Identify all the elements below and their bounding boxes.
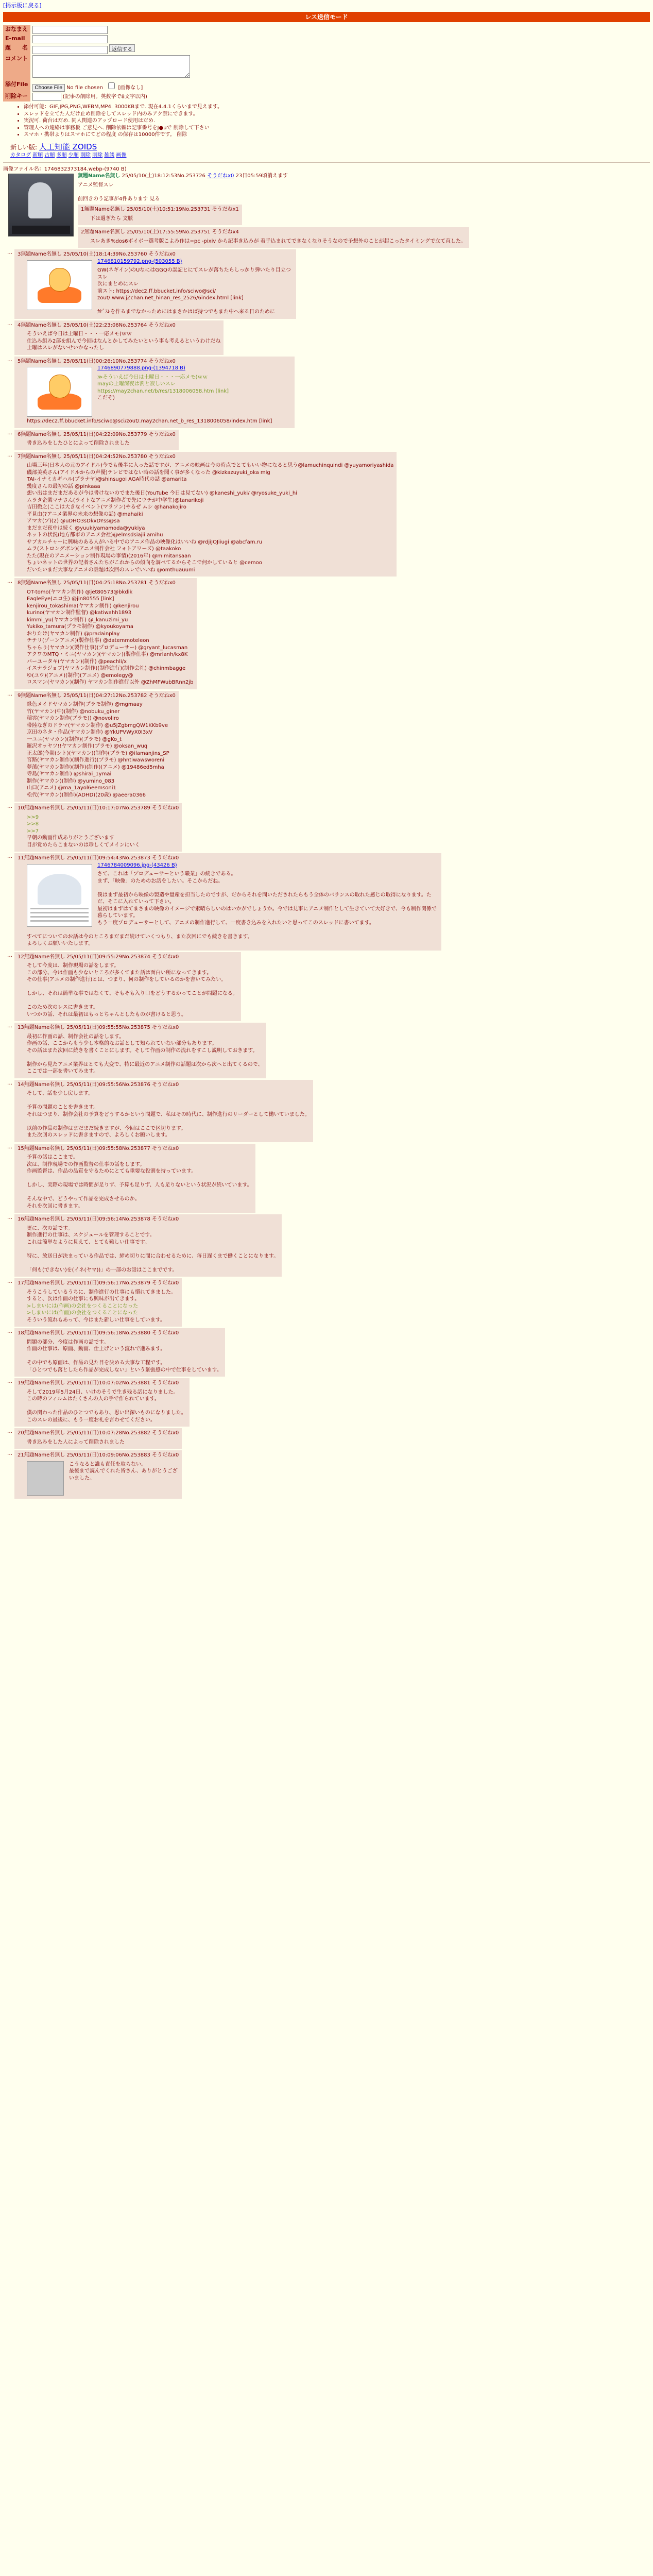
new-board-prefix: 新しい版: (10, 143, 38, 151)
reply-post (7, 357, 650, 428)
reply-quote-line: https://may2chan.net/b/res/1318006058.htm [link] (97, 388, 229, 394)
reply-body-line: 書き込みをした人によって削除されました (27, 1439, 125, 1445)
reply-body-line: GW(ネギイン)のUなにはGGQの誤記ヒにてスレが落ちたらしっかり弾いたり目立つスレ (97, 267, 291, 280)
reply-body (27, 962, 238, 1018)
reply-post (7, 320, 650, 355)
reply-body-line: その中でも原画は、作品の見た目を決める大事な工程です。 (27, 1360, 166, 1366)
reply-file-link[interactable]: 1746810159792.png-(503055 B) (97, 258, 182, 264)
reply-body (27, 331, 220, 352)
reply-body (27, 1090, 310, 1139)
reply-body-line: 特に、放送日が決まっている作品では、締め切りに間に合わせるために、毎日遅くまで働くことになります。 (27, 1253, 279, 1259)
reply-file-link[interactable]: 1746784009096.jpg-(43426 B) (97, 862, 177, 868)
op-expire: 23日05:59頃消えます (235, 173, 288, 179)
reply-body-line: 帯陸なぎのドラマ(ヤマカン制作) @u5jZgbmgQW1KKb9ve (27, 722, 168, 728)
thumb-text-line (30, 912, 89, 913)
reply-body-line: 次は、制作現場での作画監督の仕事の話をします。 (27, 1161, 145, 1167)
reply-body (27, 462, 393, 573)
reply-body (27, 701, 176, 799)
thumb-text-line (30, 908, 89, 909)
reply-body-line: EagleEye(ニコ生) @jin80555 [link] (27, 596, 114, 602)
op-inner-1 (75, 205, 650, 225)
reply-body-line: 吉田徹之(ここは大きなイベント(マラソン)やるぜ ムシ @hanakojiro (27, 504, 186, 511)
reply-indent-marker: … (7, 1451, 12, 1457)
reply-body-line: また次回のスレッドに書きますので、よろしくお願いします。 (27, 1132, 170, 1139)
choose-file-button[interactable]: Choose File (32, 84, 65, 92)
board-notes (24, 104, 650, 139)
reply-body-line: しかし、それは簡単な事ではなくて、そもそも入り口をどうするかってことが問題になる。 (27, 991, 238, 997)
reply-body-line: 問題の部分、今度は作画の話です。 (27, 1339, 109, 1345)
reply-body-line: OT-tomo(ヤマカン制作) @jet80573@bkdik (27, 589, 133, 595)
reply-body-line: 次にまとめにスレ (97, 281, 139, 287)
reply-body-line (27, 1260, 279, 1267)
reply-header: 13無題Name名無し 25/05/11(日)09:55:55No.253875 そうだねx0 (18, 1025, 179, 1031)
reply-box (14, 1080, 313, 1142)
thumb-head-shape (49, 268, 71, 292)
reply-indent-marker: … (7, 320, 12, 327)
reply-body-line: もう一度プロデューサーとして、アニメの制作進行して、一度書き込みを入れたいと思ってこのスレッドに書いてます。 (97, 920, 374, 926)
reply-body-line: 松代(ヤマカン)(制作)(ADHD)(20歳) @aeera0366 (27, 792, 146, 798)
op-thumbnail-figure (28, 182, 52, 218)
reply-post (7, 1428, 650, 1449)
reply-body-line: 予算の問題のことを書きます。 (27, 1105, 99, 1111)
reply-body-line: ちょいネットの世界の記者さんたちがこれからの傾向を調べてるからそこで何かしていると @cemoo (27, 560, 262, 566)
reply-body-line: 稲雲(ヤマカン制作(プラモ)) @novoliro (27, 716, 119, 722)
op-inner-1-head: 1無題Name名無し 25/05/10(土)10:51:19No.253731 そうだねx1 (81, 207, 239, 213)
reply-indent-marker: … (7, 250, 12, 256)
op-body (75, 182, 650, 203)
reply-box (14, 249, 296, 319)
reply-body-line: 最初に作画の話、制作会社の話をします。 (27, 1033, 125, 1040)
reply-header: 20無題Name名無し 25/05/11(日)10:07:28No.253882 そうだねx0 (18, 1430, 179, 1436)
reply-body-line: この部分、今は作画も少ないところが多くてまた話は面白い所になってきます。 (27, 970, 212, 976)
reply-body-line: 書き込みをしたひとによって削除されました (27, 440, 130, 447)
reply-thumbnail-small[interactable] (27, 1461, 64, 1496)
reply-body-line: 一ユニ(ヤマカン)(制作)(プラモ) @gKo_t (27, 736, 122, 742)
reply-body-line (27, 1246, 279, 1253)
reply-body-line: そういう流れもあって、今はまた新しい仕事をしています。 (27, 1317, 165, 1323)
reply-body-line: 僕はまず最初から映像の製造や量産を担当したのですが、だからそれを問いただされたらもう全体のバランスの取れた感じの取得になります。ただ、そこに入れていって下さい。 (97, 892, 432, 905)
reply-list (3, 249, 650, 1499)
reply-body-line: kenjirou_tokashima(ヤマカン制作) @kenjirou (27, 603, 139, 609)
reply-body-line: そうこうしているうちに、制作進行の仕事にも慣れてきました。 (27, 1289, 176, 1295)
reply-body-line: これは簡単なように見えて、とても難しい仕事です。 (27, 1239, 150, 1245)
comment-textarea[interactable] (32, 55, 190, 78)
reply-body-line: 僕の関わった作品のひとつでもあり、思い出深いものになりました。 (27, 1410, 186, 1416)
reply-box (14, 1378, 190, 1427)
reply-body-line: ｶﾋﾞｽﾚを作るまでなかっためにはまさかはば持つでもまた中へ来る日のために (97, 309, 275, 315)
reply-box (14, 430, 179, 450)
reply-body-line: ムラタ企業マナさん(ライトなアニメ制作者で先にウチが中学生)@tanarikoji (27, 497, 204, 503)
reply-body-line: 夢蕩(ヤマカン制作)(制作)(制作)(アニメ) @19486ed5mha (27, 764, 164, 770)
op-thumbnail[interactable] (8, 174, 74, 236)
sort-many-link[interactable]: 多順 (56, 152, 67, 159)
reply-body-line: 制作(ヤマカン)(制作) @yumino_083 (27, 778, 115, 784)
reply-indent-marker: … (7, 1279, 12, 1285)
reply-box (14, 853, 441, 951)
image-only-label: [画像なし] (118, 85, 143, 91)
reply-body-line (27, 1353, 222, 1360)
file-label: 添付File (3, 80, 30, 92)
reply-body (27, 1339, 222, 1374)
sort-few-link[interactable]: 少順 (68, 152, 79, 159)
email-input[interactable] (32, 35, 108, 43)
reply-post (7, 249, 650, 319)
reply-body-line: 以前の作品の制作はまだまだ続きますが、今回はここで区切ります。 (27, 1125, 186, 1131)
reply-post (7, 1214, 650, 1277)
reply-body-line: このため次のレスに書きます。 (27, 1005, 98, 1011)
reply-body-line: それはつまり、制作会社の予算をどうするかという問題で、私はその時代に、制作進行のリーダーとして働いていました。 (27, 1111, 310, 1117)
chat-link[interactable]: 雑談 (104, 152, 115, 159)
reply-box (14, 452, 397, 577)
reply-box (14, 803, 182, 852)
reply-header: 19無題Name名無し 25/05/11(日)10:07:02No.253881 そうだねx0 (18, 1380, 179, 1386)
note-item: • スレッドを立てた人だけ止め削除をしてスレッド内のみアク禁にできます。 (24, 111, 650, 118)
reply-indent-marker: … (7, 952, 12, 958)
op-date: 25/05/10(土)18:12:53No.253726 (122, 173, 205, 179)
reply-body-line: イスナラジョブ(ヤマカン制作)(制作進行)(制作会社) @chinmbagge (27, 666, 186, 672)
reply-post (7, 691, 650, 802)
reply-quote-line: mayの土曜深夜は割と寂しいスレ (97, 381, 176, 387)
reply-body-line (27, 1054, 263, 1061)
reply-quote-line: >>8 (27, 821, 39, 827)
reply-body-line: すると、次は作画の仕事にも興味が出てきます。 (27, 1296, 140, 1302)
reply-body-line: まだまだ夜中は続く @yuukiyamamoda@yukiya (27, 525, 145, 531)
reply-body-line: その仕事(アニメの制作進行)とは、つまり、何の制作をしているのかを書いてみたい。 (27, 977, 227, 983)
sort-old-link[interactable]: 古順 (44, 152, 55, 159)
reply-body-line: 制作から見たアニメ業界はとても大変で、特に最近のアニメ制作の話題は次から次へと出てくるので、 (27, 1061, 263, 1067)
reply-indent-marker: … (7, 1144, 12, 1150)
reply-body-line: 緑色メイドヤマカン制作(プラモ制作) @mgmaay (27, 702, 143, 708)
reply-body (27, 1389, 186, 1424)
reply-body-line: それを次回に書きます。 (27, 1203, 83, 1209)
delete-key-label: 削除キー (3, 92, 30, 101)
comment-label: コメント (3, 55, 30, 81)
reply-body-line: 目が覚めたらこまないのは珍しくてメインにいく (27, 842, 140, 848)
reply-body-line: よろしくお願いいたします。 (27, 941, 94, 947)
delete-link-2[interactable]: 削除 (92, 152, 103, 159)
reply-body-line: だいたいまだ大事なアニメの話題は次回のスレでいいね @omthuauumi (27, 567, 195, 573)
reply-body-line (27, 1175, 252, 1182)
reply-body-line: 山場三年(日本人の元のアイドル)今でも後半に入った話ですが、アニメの映画は今の時点でとてもいい物になると思う@lamuchinquindi @yuyamoriyashida (27, 463, 394, 469)
reply-header: 15無題Name名無し 25/05/11(日)09:55:58No.253877 そうだねx0 (18, 1145, 179, 1151)
reply-body (27, 589, 194, 686)
op-inner-1-body: 下は過ぎたら 文脈 (90, 215, 133, 222)
reply-body-line: 作画の仕事は、原画、動画、仕上げという流れで進みます。 (27, 1346, 166, 1352)
reply-body-line: 羅沢オッヤツ!!ヤマカン制作(プラモ) @oksan_wuq (27, 743, 148, 750)
reply-quote-line: >>9 (27, 814, 39, 820)
reply-indent-marker: … (7, 1023, 12, 1029)
reply-body (27, 1033, 263, 1075)
back-to-board-link[interactable]: [掲示板に戻る] (3, 2, 42, 9)
reply-header: 3無題Name名無し 25/05/10(土)18:14:39No.253760 そうだねx0 (18, 251, 176, 258)
reply-body-line: 寺島(ヤマカン制作) @shirai_1ymai (27, 771, 112, 777)
reply-body-line: そして、話を少し戻します。 (27, 1091, 93, 1097)
reply-indent-marker: … (7, 579, 12, 585)
reply-box (14, 578, 197, 689)
sort-new-link[interactable]: 新順 (32, 152, 43, 159)
reply-body-line (27, 1097, 310, 1105)
reply-body-line: 平見由(?アニメ業界の未来の想像の話) @mahaiki (27, 511, 143, 517)
reply-header: 5無題Name名無し 25/05/11(日)00:26:10No.253774 そうだねx0 (18, 358, 176, 364)
new-board-line (10, 142, 650, 152)
reply-body-line: そして2019年5月24日、いけのそうで生き残る話になりました。 (27, 1389, 179, 1395)
reply-body-line: しかし、実際の現場では時間が足りず、予算も足りず、人も足りないという状況が続いています。 (27, 1182, 252, 1189)
reply-box (14, 320, 224, 355)
reply-post (7, 1378, 650, 1427)
reply-body-line (27, 1118, 310, 1125)
reply-body-line: 磯部美英さん(アイドルからの声優)テレビではない時の話を聞く事が多くなった @kizkazuyuki_oka mig (27, 469, 270, 476)
reply-body-line: 前スト: https://dec2.ff.bbucket.info/sciwo@sci/ zout/.www.jZchan.net_hinan_res_2526/6index.html [link] (97, 288, 244, 301)
reply-post (7, 1278, 650, 1327)
catalog-link[interactable]: カタログ (10, 152, 31, 159)
reply-header: 21無題Name名無し 25/05/11(日)10:09:06No.253883 そうだねx0 (18, 1452, 179, 1459)
top-nav (3, 2, 650, 10)
reply-box (14, 1328, 225, 1377)
reply-indent-marker: … (7, 691, 12, 697)
reply-body (27, 814, 179, 849)
reply-body-line: ちゃらり(ヤマカン)(製作仕事)(プロデューサー) @gryant_lucasman (27, 645, 188, 651)
reply-body-line: Yukiko_tamura(プラモ制作) @kyoukoyama (27, 624, 134, 630)
thumb-text-line (30, 920, 89, 922)
op-sodane-link[interactable]: そうだねx0 (207, 173, 234, 179)
reply-post (7, 1080, 650, 1142)
reply-header: 6無題Name名無し 25/05/11(日)04:22:09No.253779 そうだねx0 (18, 431, 176, 437)
reply-post (7, 430, 650, 450)
op-header (3, 173, 650, 180)
op-body-line (75, 189, 650, 196)
op-body-line: 前回きのう記事が4件あります 見る (78, 196, 160, 202)
op-post (3, 166, 650, 248)
reply-body-line: こだぞ) https://dec2.ff.bbucket.info/sciwo@sci/zout/.may2chan.net_b_res_1318006058/index.htm [link] (27, 395, 272, 425)
reply-body-line: 早朝の動画作成ありがとうございます (27, 835, 114, 841)
op-body-line: アニメ監督スレ (78, 182, 114, 188)
reply-box (14, 1278, 182, 1327)
op-inner-2-head: 2無題Name名無し 25/05/10(土)17:55:59No.253751 そうだねx4 (81, 229, 239, 235)
reply-body-line: この時のフィルムはたくさんの人の手で作られています。 (27, 1396, 160, 1402)
reply-body-line: まず、「映像」のためのお話をしたい。そこからだね。 (97, 878, 224, 884)
reply-body-line: このスレの最後に、もう一度お礼を言わせてください。 (27, 1417, 156, 1423)
reply-body-line: 制作進行の仕事は、スケジュールを管理することです。 (27, 1232, 155, 1239)
reply-body-line: サブカルチャーに興味のある人がいる中でのアニメ作品の映像化はいいね @rdjiJOJiiugi @abcfam.ru (27, 539, 263, 545)
post-form (3, 25, 192, 101)
reply-body-line (27, 1189, 252, 1196)
reply-header: 10無題Name名無し 25/05/11(日)10:17:07No.253789 そうだねx0 (18, 805, 179, 811)
reply-indent-marker: … (7, 452, 12, 458)
reply-body-line: そして今度は、制作現場の話をします。 (27, 963, 119, 969)
reply-body-line: 仕込み組み2部を組んで今回はなんとかしてみたいという事も考えるというわけだね (27, 338, 221, 344)
reply-header: 18無題Name名無し 25/05/11(日)09:56:18No.253880 そうだねx0 (18, 1330, 179, 1336)
reply-quote-line: >>7 (27, 828, 39, 834)
sort-links (10, 152, 650, 159)
reply-body (27, 1439, 179, 1446)
reply-indent-marker: … (7, 1215, 12, 1221)
reply-body-line: 幾度さんの最初の話 @pinkaaa (27, 483, 100, 489)
reply-post (7, 578, 650, 689)
thumb-picture (38, 874, 81, 905)
reply-body-line: 竹(ヤマカン(中)(制作) @nobuku_giner (27, 708, 120, 715)
reply-indent-marker: … (7, 1379, 12, 1385)
reply-thumbnail-illustration[interactable] (27, 260, 92, 310)
reply-body-line (27, 997, 238, 1005)
delete-link[interactable]: 削除 (80, 152, 91, 159)
note-item: • スマホ・携帯よりはスマホにてどの程度 の保存は10000件です。 削除 (24, 131, 650, 139)
reply-body-line: 作画監督は、作品の品質を守るためにとても重要な役割を持っています。 (27, 1168, 197, 1175)
reply-post (7, 452, 650, 577)
reply-header: 8無題Name名無し 25/05/11(日)04:25:18No.253781 そうだねx0 (18, 580, 176, 586)
reply-body (27, 440, 176, 447)
reply-body-line: 作画の話、ここからもう少し本格的なお話として知られていない部分もあります。 (27, 1041, 217, 1047)
reply-post (7, 803, 650, 852)
reply-body-line: 予算の話はここまで。 (27, 1155, 78, 1161)
reply-body-line (27, 926, 438, 934)
thumb-text-line (30, 916, 89, 918)
reply-body-line: ここでは一部を書いてみます。 (27, 1069, 99, 1075)
reply-indent-marker: … (7, 1329, 12, 1335)
reply-body (27, 1154, 252, 1210)
reply-body-line: 土曜はスレがないせいかなったし (27, 345, 104, 351)
reply-body-line: 京田のネタ・作品(ヤマカン制作) @YkUPVWyX0I3xV (27, 730, 152, 736)
reply-body (27, 1225, 279, 1274)
reply-indent-marker: … (7, 1080, 12, 1086)
reply-body-line: こうなると誰も責任を取らない。 (69, 1461, 146, 1467)
reply-file-link[interactable]: 1746890779888.png-(1394718 B) (97, 365, 185, 371)
note-item: • 添付可能：GIF,JPG,PNG,WEBM,MP4. 3000KBまで. 現在4.4.1くらいまで見えます。 (24, 104, 650, 111)
reply-header: 7無題Name名無し 25/05/11(日)04:24:52No.253780 そうだねx0 (18, 453, 176, 460)
reply-indent-marker: … (7, 430, 12, 436)
reply-body-line: kimmi_yu(ヤマカン制作) @_kanuzimi_yu (27, 617, 128, 623)
reply-thumbnail-screenshot[interactable] (27, 864, 92, 927)
reply-quote-line: >しまいには(作画)の会社をつくることになった (27, 1303, 139, 1309)
reply-post (7, 1450, 650, 1499)
name-label: おなまえ (3, 25, 30, 35)
reply-box (14, 1144, 255, 1213)
reply-body-line: そういえば今日は土曜日・・・一応メモ(ｗｗ (27, 331, 132, 337)
reply-box (14, 952, 241, 1022)
reply-box (14, 357, 295, 428)
image-only-checkbox[interactable] (108, 82, 115, 89)
reply-body-line: ネットの状況(地方都市のアニメ会社)@elmsdsiajii amihu (27, 532, 163, 538)
reply-post (7, 1328, 650, 1377)
reply-body-line: 宮路(ヤマカン制作)(制作進行)(プラモ) @hntiwawsworeni (27, 757, 165, 764)
reply-body-line: 最後まで読んでくれた皆さん、ありがとうございました。 (69, 1468, 178, 1481)
op-thumbnail-caption (12, 226, 70, 234)
reply-body-line: アマカ(プ)(2) @uDHO3sDkxDYss@sa (27, 518, 120, 524)
reply-header: 17無題Name名無し 25/05/11(日)09:56:17No.253879 そうだねx0 (18, 1280, 179, 1286)
reply-quote-line: ≫そういえば今日は土曜日・・・一応メモ(ｗｗ (97, 374, 208, 380)
delete-key-note: (記事の削除用。英数字で8文字以内) (62, 94, 147, 100)
subject-input[interactable] (32, 46, 108, 54)
reply-body-line (27, 984, 238, 991)
reply-body-line: その話はまた次回に続きを書くことにします。そして作画の制作の流れをすこし説明しておきます。 (27, 1047, 258, 1054)
reply-body-line: 山口(アニメ) @ma_1ayol6eemsoni1 (27, 785, 116, 791)
op-file-text: 画像ファイル名：1746832373184.webp-(9740 B) (3, 166, 127, 172)
reply-body-line: ロスマン(ヤマカン)(制作) ヤマカン制作進行以外 @ZhMFWubBRnn2jb (27, 680, 194, 686)
reply-box (14, 691, 179, 802)
reply-header: 16無題Name名無し 25/05/11(日)09:56:14No.253878 そうだねx0 (18, 1216, 179, 1223)
reply-body-line: 「ひとつでも落としたら作品が完成しない」という緊張感の中で仕事をしています。 (27, 1367, 222, 1373)
note-item: • 管理人への連絡は事務板 ご意見へ. 削除依頼は記事番号をJ●uで 削除して下さい (24, 125, 650, 132)
reply-mode-banner: レス送信モード (3, 12, 650, 22)
reply-body-line: 正太郎(今期(シト)(ヤマカン)(制作)(プラモ) @ilamanjins_SP (27, 750, 169, 756)
new-board-link[interactable]: 人工知能 ZOIDS (39, 142, 97, 151)
reply-body-line: そんな中で、どうやって作品を完成させるのか。 (27, 1196, 140, 1202)
reply-thumbnail-illustration[interactable] (27, 367, 92, 417)
note-item: • 実況可. 荷台はだめ. 同人関連のアップロード使用はだめ. (24, 117, 650, 125)
image-link[interactable]: 画像 (116, 152, 127, 159)
reply-quote-line: >しまいには(作画)の会社をつくることになった (27, 1310, 139, 1316)
reply-body-line: ムラ(ストロングボン)(アニメ制作会社 フォトアワーズ) @taakoko (27, 546, 181, 552)
reply-body-line: すべてについてのお話は今のところまだまだ続けていくつもり、また次回にでも続きを書きます。 (27, 934, 253, 940)
reply-body-line: チテリ(ゾーンアニメ)(製作仕事) @datemmoteleon (27, 638, 149, 644)
op-inner-2-body: スレあき%dos6ボイボ一選考版こよみ作は=pc -pixiv から記事き込みが 着手込まれてできなくなりそうなので予想外のことが起こったタイミングで立て直した。 (90, 238, 467, 244)
op-inner-2 (75, 227, 650, 248)
reply-box (14, 1023, 266, 1078)
reply-body-line (27, 1403, 186, 1410)
delete-key-input[interactable] (32, 93, 61, 101)
divider (3, 162, 650, 163)
reply-body-line: ゆ(ユウ)(アニメ)(制作)(アニメ) @emolegy@ (27, 672, 133, 679)
op-name: 無題Name名無し (78, 173, 121, 179)
reply-body (27, 1289, 179, 1324)
reply-header: 11無題Name名無し 25/05/11(日)09:54:43No.253873 そうだねx0 (18, 855, 179, 861)
reply-box (14, 1428, 182, 1449)
subject-label: 題 名 (3, 44, 30, 55)
reply-body-line: バーユータキ(ヤマカン)(制作) @peachli/x (27, 658, 127, 665)
no-file-text: No file chosen (66, 85, 103, 91)
reply-header: 9無題Name名無し 25/05/11(日)04:27:12No.253782 そうだねx0 (18, 692, 176, 699)
reply-header: 4無題Name名無し 25/05/10(土)22:23:06No.253764 そうだねx0 (18, 322, 176, 328)
reply-body-line: TAI-イナミカギハル(プラナヤ)@shinsugoi AGA時代の話 @amarita (27, 477, 187, 483)
reply-indent-marker: … (7, 804, 12, 810)
reply-indent-marker: … (7, 854, 12, 860)
reply-body-line: kurino(ヤマカン制作監督) @katiwahh1893 (27, 610, 132, 616)
reply-body-line: 「何も(できない)を(イネ(ヤマ))」の一部のお話はここまでです。 (27, 1267, 178, 1273)
reply-body-line: 最初はまずはてまさまの映像のイメージで素晴らしいのはいかがでしょうか。今では見事にアニメ制作として生きていて大好きで、今も制作関係で暮らしています。 (97, 906, 437, 919)
thumb-head-shape (49, 375, 71, 398)
email-label: E-mail (3, 35, 30, 44)
reply-body-line: おりたけ(ヤマカン制作) @pradainplay (27, 631, 120, 637)
reply-indent-marker: … (7, 357, 12, 363)
reply-post (7, 853, 650, 951)
reply-box (14, 1450, 182, 1499)
reply-body-line: さて、これは「プロデューサーという職業」の続きである。 (97, 871, 236, 877)
reply-post (7, 1144, 650, 1213)
reply-header: 12無題Name名無し 25/05/11(日)09:55:29No.253874 そうだねx0 (18, 954, 179, 960)
reply-indent-marker: … (7, 1429, 12, 1435)
reply-post (7, 952, 650, 1022)
reply-body-line: たた(現在のアニメーション制作現場の事情)(2016年) @mimitansaan (27, 553, 191, 559)
reply-header: 14無題Name名無し 25/05/11(日)09:55:56No.253876 そうだねx0 (18, 1081, 179, 1088)
reply-body-line: 想い出はまだまだあるが今は書けないのでまた後日(YouTube 今日は見てない) @kaneshi_yuki/ @ryosuke_yuki_hi (27, 490, 297, 497)
reply-box (14, 1214, 282, 1277)
reply-body-line: 更に、次の話です。 (27, 1225, 73, 1231)
submit-button[interactable]: 返信する (109, 44, 135, 52)
name-input[interactable] (32, 26, 108, 34)
reply-body-line: いつかの話、それは最初はもっとちゃんとしたものが書けると思う。 (27, 1011, 186, 1018)
reply-body-line: アクワのMTQ・ミニ(ヤマカン)(ヤマカン)(製作仕事) @mrlanh/kx8K (27, 652, 188, 658)
reply-post (7, 1023, 650, 1078)
